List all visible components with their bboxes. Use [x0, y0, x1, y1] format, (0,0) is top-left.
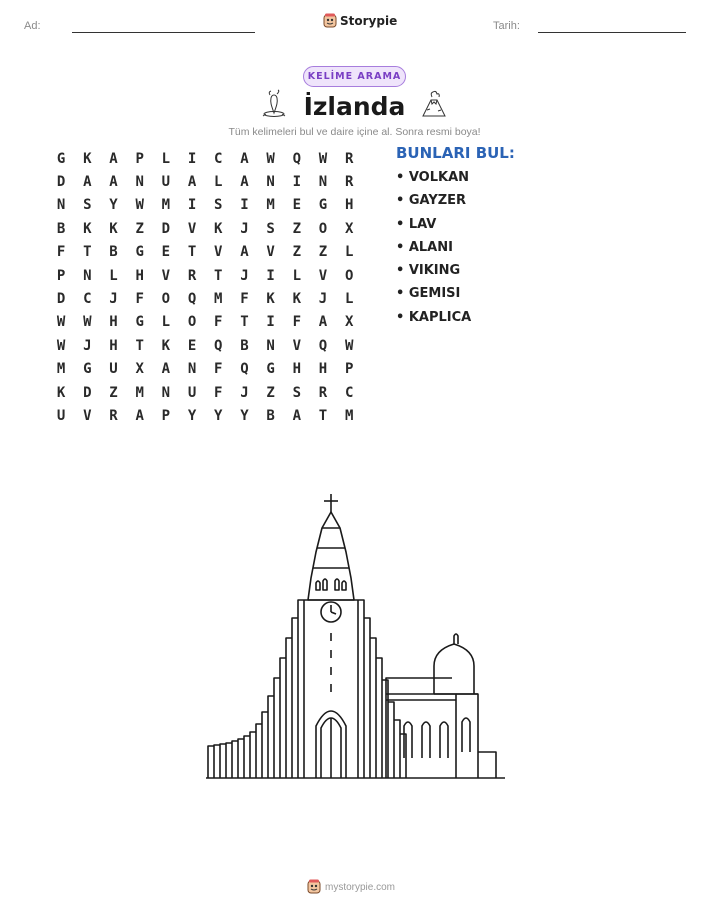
grid-cell[interactable]: Y: [109, 197, 118, 214]
grid-row: [48, 147, 362, 170]
grid-cell[interactable]: K: [83, 150, 92, 167]
grid-cell[interactable]: W: [56, 337, 66, 354]
grid-cell[interactable]: C: [214, 150, 223, 167]
grid-cell[interactable]: Y: [214, 407, 223, 424]
grid-cell[interactable]: N: [266, 174, 275, 191]
grid-cell[interactable]: F: [135, 291, 144, 308]
grid-cell[interactable]: I: [266, 314, 275, 331]
grid-cell[interactable]: B: [109, 244, 118, 261]
grid-cell[interactable]: G: [83, 361, 92, 378]
word-search-grid: [48, 147, 362, 428]
grid-cell[interactable]: G: [56, 150, 66, 167]
grid-cell[interactable]: L: [109, 267, 118, 284]
grid-cell[interactable]: A: [240, 150, 249, 167]
grid-cell[interactable]: F: [56, 244, 66, 261]
grid-cell[interactable]: K: [56, 384, 66, 401]
grid-row: [48, 311, 362, 334]
grid-cell[interactable]: N: [135, 174, 144, 191]
grid-cell[interactable]: A: [292, 407, 301, 424]
grid-cell[interactable]: A: [135, 407, 144, 424]
grid-cell[interactable]: F: [214, 384, 223, 401]
word-list-item: • KAPLICA: [396, 309, 472, 325]
grid-cell[interactable]: F: [214, 314, 223, 331]
grid-cell[interactable]: Q: [187, 291, 197, 308]
grid-cell[interactable]: M: [161, 197, 171, 214]
grid-cell[interactable]: R: [187, 267, 197, 284]
brand-name: Storypie: [340, 14, 398, 28]
date-line[interactable]: [538, 32, 686, 33]
grid-cell[interactable]: B: [266, 407, 275, 424]
grid-cell[interactable]: I: [240, 197, 249, 214]
grid-cell[interactable]: G: [135, 244, 144, 261]
grid-cell[interactable]: G: [135, 314, 144, 331]
grid-cell[interactable]: R: [318, 384, 328, 401]
grid-cell[interactable]: P: [161, 407, 171, 424]
grid-cell[interactable]: O: [187, 314, 197, 331]
grid-row: [48, 217, 362, 240]
grid-cell[interactable]: X: [135, 361, 144, 378]
word-list-item: • LAV: [396, 216, 437, 232]
grid-cell[interactable]: L: [161, 314, 171, 331]
grid-cell[interactable]: S: [83, 197, 92, 214]
word-list-item: • VIKING: [396, 263, 461, 279]
grid-cell[interactable]: N: [318, 174, 328, 191]
grid-row: [48, 241, 362, 264]
word-list-item: • GEMISI: [396, 286, 461, 302]
grid-cell[interactable]: M: [344, 407, 354, 424]
grid-cell[interactable]: K: [266, 291, 275, 308]
grid-cell[interactable]: L: [292, 267, 301, 284]
grid-cell[interactable]: O: [344, 267, 354, 284]
grid-cell[interactable]: P: [344, 361, 354, 378]
grid-cell[interactable]: Q: [318, 337, 328, 354]
word-list-title: BUNLARI BUL:: [396, 144, 515, 162]
grid-row: [48, 334, 362, 357]
grid-cell[interactable]: A: [109, 174, 118, 191]
grid-cell[interactable]: A: [161, 361, 171, 378]
grid-cell[interactable]: W: [344, 337, 354, 354]
grid-cell[interactable]: B: [240, 337, 249, 354]
grid-cell[interactable]: V: [318, 267, 328, 284]
grid-cell[interactable]: Z: [292, 220, 301, 237]
grid-cell[interactable]: A: [109, 150, 118, 167]
grid-cell[interactable]: Z: [109, 384, 118, 401]
grid-cell[interactable]: D: [161, 220, 171, 237]
grid-cell[interactable]: J: [83, 337, 92, 354]
grid-cell[interactable]: I: [292, 174, 301, 191]
grid-cell[interactable]: T: [83, 244, 92, 261]
grid-cell[interactable]: J: [109, 291, 118, 308]
grid-cell[interactable]: U: [109, 361, 118, 378]
grid-cell[interactable]: J: [318, 291, 328, 308]
grid-cell[interactable]: M: [214, 291, 223, 308]
grid-cell[interactable]: P: [56, 267, 66, 284]
grid-cell[interactable]: Z: [135, 220, 144, 237]
grid-cell[interactable]: Y: [187, 407, 197, 424]
grid-row: [48, 194, 362, 217]
grid-cell[interactable]: H: [109, 314, 118, 331]
grid-cell[interactable]: T: [135, 337, 144, 354]
grid-cell[interactable]: I: [187, 197, 197, 214]
page-title: İzlanda: [303, 92, 406, 121]
word-list-item: • VOLKAN: [396, 170, 470, 185]
grid-row: [48, 264, 362, 287]
grid-cell[interactable]: R: [344, 150, 354, 167]
grid-cell[interactable]: L: [344, 244, 354, 261]
grid-cell[interactable]: W: [266, 150, 275, 167]
grid-cell[interactable]: F: [292, 314, 301, 331]
grid-cell[interactable]: V: [292, 337, 301, 354]
grid-cell[interactable]: W: [318, 150, 328, 167]
grid-cell[interactable]: Q: [214, 337, 223, 354]
grid-cell[interactable]: H: [109, 337, 118, 354]
grid-cell[interactable]: S: [292, 384, 301, 401]
grid-cell[interactable]: W: [83, 314, 92, 331]
grid-cell[interactable]: C: [344, 384, 354, 401]
grid-cell[interactable]: B: [56, 220, 66, 237]
grid-cell[interactable]: K: [214, 220, 223, 237]
grid-cell[interactable]: A: [318, 314, 328, 331]
grid-cell[interactable]: H: [292, 361, 301, 378]
grid-cell[interactable]: Q: [292, 150, 301, 167]
grid-cell[interactable]: E: [292, 197, 301, 214]
grid-cell[interactable]: P: [135, 150, 144, 167]
grid-cell[interactable]: N: [266, 337, 275, 354]
name-line[interactable]: [72, 32, 255, 33]
grid-cell[interactable]: V: [266, 244, 275, 261]
grid-cell[interactable]: V: [161, 267, 171, 284]
grid-row: [48, 358, 362, 381]
grid-cell[interactable]: I: [266, 267, 275, 284]
storypie-logo-icon: [323, 13, 337, 29]
brand: [323, 13, 397, 29]
grid-cell[interactable]: Z: [266, 384, 275, 401]
grid-cell[interactable]: A: [83, 174, 92, 191]
grid-cell[interactable]: W: [56, 314, 66, 331]
grid-cell[interactable]: K: [83, 220, 92, 237]
word-list-item: • ALANI: [396, 239, 453, 255]
grid-cell[interactable]: L: [214, 174, 223, 191]
grid-cell[interactable]: H: [344, 197, 354, 214]
grid-cell[interactable]: V: [83, 407, 92, 424]
grid-cell[interactable]: M: [135, 384, 144, 401]
badge: KELİME ARAMA: [303, 66, 406, 87]
grid-cell[interactable]: T: [214, 267, 223, 284]
grid-cell[interactable]: E: [161, 244, 171, 261]
grid-cell[interactable]: J: [240, 384, 249, 401]
grid-cell[interactable]: Y: [240, 407, 249, 424]
footer: [307, 879, 395, 895]
grid-cell[interactable]: W: [135, 197, 144, 214]
grid-cell[interactable]: X: [344, 314, 354, 331]
grid-cell[interactable]: T: [240, 314, 249, 331]
grid-cell[interactable]: X: [344, 220, 354, 237]
name-label: Ad:: [24, 20, 41, 32]
grid-row: [48, 287, 362, 310]
grid-cell[interactable]: M: [266, 197, 275, 214]
grid-cell[interactable]: U: [187, 384, 197, 401]
grid-cell[interactable]: R: [109, 407, 118, 424]
grid-cell[interactable]: Z: [318, 244, 328, 261]
word-list: [396, 170, 471, 333]
church-illustration: [200, 490, 510, 785]
grid-cell[interactable]: C: [83, 291, 92, 308]
grid-row: [48, 381, 362, 404]
grid-row: [48, 404, 362, 427]
grid-cell[interactable]: R: [344, 174, 354, 191]
storypie-logo-icon: [307, 879, 321, 895]
grid-cell[interactable]: Z: [292, 244, 301, 261]
grid-cell[interactable]: F: [240, 291, 249, 308]
date-label: Tarih:: [493, 20, 520, 32]
grid-cell[interactable]: A: [240, 174, 249, 191]
word-list-item: • GAYZER: [396, 193, 467, 209]
grid-cell[interactable]: L: [161, 150, 171, 167]
grid-cell[interactable]: Q: [240, 361, 249, 378]
grid-cell[interactable]: H: [318, 361, 328, 378]
grid-cell[interactable]: M: [56, 361, 66, 378]
grid-cell[interactable]: A: [240, 244, 249, 261]
grid-cell[interactable]: D: [83, 384, 92, 401]
grid-cell[interactable]: V: [214, 244, 223, 261]
footer-url: mystorypie.com: [325, 881, 396, 893]
grid-cell[interactable]: H: [135, 267, 144, 284]
grid-cell[interactable]: J: [240, 267, 249, 284]
grid-cell[interactable]: E: [187, 337, 197, 354]
grid-cell[interactable]: O: [161, 291, 171, 308]
grid-cell[interactable]: D: [56, 174, 66, 191]
grid-cell[interactable]: K: [161, 337, 171, 354]
grid-cell[interactable]: N: [83, 267, 92, 284]
grid-cell[interactable]: K: [292, 291, 301, 308]
grid-cell[interactable]: U: [161, 174, 171, 191]
grid-cell[interactable]: N: [187, 361, 197, 378]
grid-cell[interactable]: T: [318, 407, 328, 424]
grid-cell[interactable]: F: [214, 361, 223, 378]
instructions: Tüm kelimeleri bul ve daire içine al. Sonra resmi boya!: [228, 126, 481, 138]
grid-cell[interactable]: J: [240, 220, 249, 237]
grid-cell[interactable]: T: [187, 244, 197, 261]
grid-cell[interactable]: N: [161, 384, 171, 401]
grid-row: [48, 170, 362, 193]
grid-cell[interactable]: U: [56, 407, 66, 424]
grid-cell[interactable]: G: [266, 361, 275, 378]
grid-cell[interactable]: I: [187, 150, 197, 167]
grid-cell[interactable]: S: [214, 197, 223, 214]
volcano-icon: [421, 90, 447, 118]
grid-cell[interactable]: A: [187, 174, 197, 191]
grid-cell[interactable]: S: [266, 220, 275, 237]
grid-cell[interactable]: D: [56, 291, 66, 308]
grid-cell[interactable]: O: [318, 220, 328, 237]
grid-cell[interactable]: N: [56, 197, 66, 214]
grid-cell[interactable]: V: [187, 220, 197, 237]
grid-cell[interactable]: K: [109, 220, 118, 237]
grid-cell[interactable]: G: [318, 197, 328, 214]
grid-cell[interactable]: L: [344, 291, 354, 308]
